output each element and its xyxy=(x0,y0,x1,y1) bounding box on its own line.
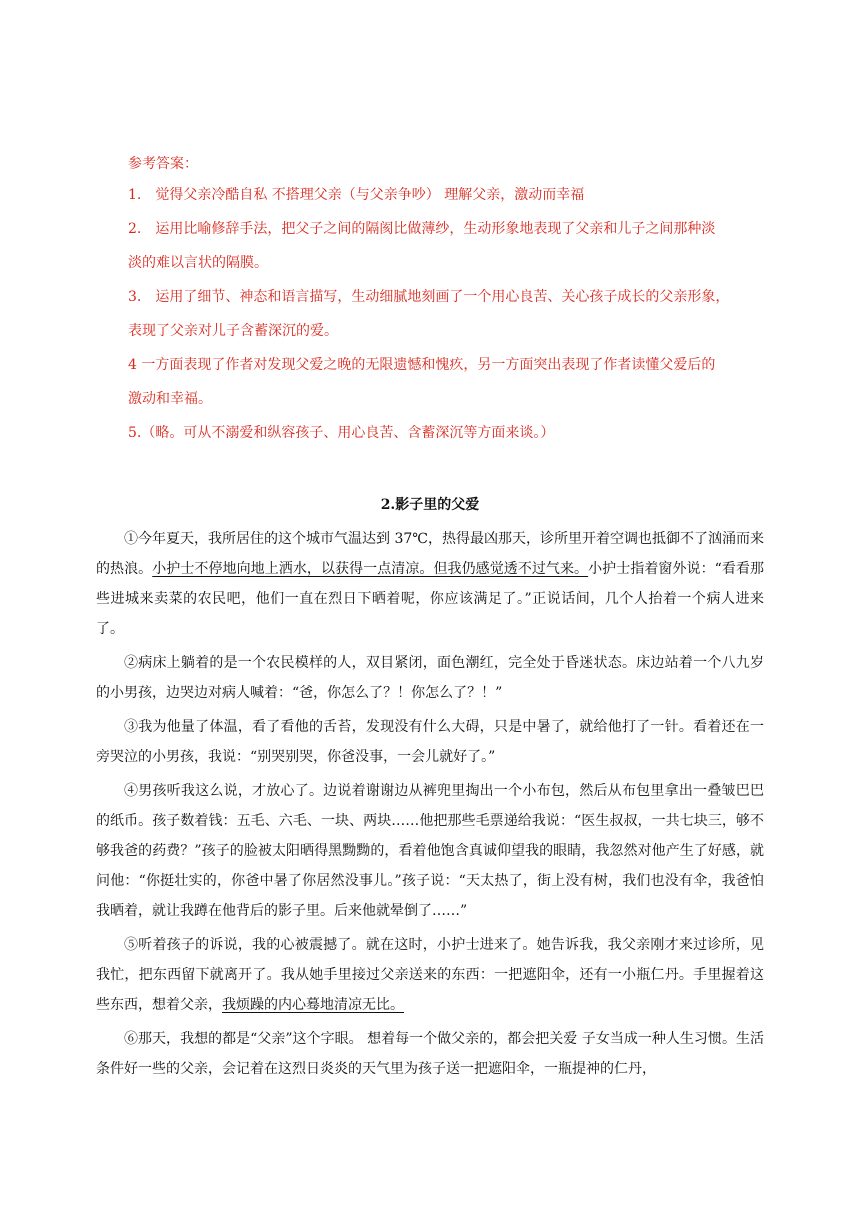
answer-item-4-continuation: 激动和幸福。 xyxy=(128,391,212,407)
answer-item-5: 5.（略。可从不溺爱和纵容孩子、用心良苦、含蓄深沉等方面来谈。） xyxy=(128,425,555,441)
answer-item-2-continuation: 淡的难以言状的隔膜。 xyxy=(128,255,268,271)
answer-key-section xyxy=(128,150,768,450)
answer-item-3 xyxy=(128,280,768,314)
answer-text: 运用了细节、神态和语言描写，生动细腻地刻画了一个用心良苦、关心孩子成长的父亲形象， xyxy=(155,289,730,305)
underlined-sentence: 我烦躁的内心蓦地清凉无比。 xyxy=(222,997,404,1013)
answer-item-2 xyxy=(128,212,768,246)
answer-key-title: 参考答案： xyxy=(128,156,198,172)
article-paragraph-1 xyxy=(96,524,764,644)
reading-article xyxy=(96,492,764,1088)
article-paragraph-2: ②病床上躺着的是一个农民模样的人，双目紧闭，面色潮红，完全处于昏迷状态。床边站着一个八九岁的小男孩，边哭边对病人喊着：“爸，你怎么了？！你怎么了？！” xyxy=(96,655,764,701)
article-paragraph-6: ⑥那天，我想的都是“父亲”这个字眼。 想着每一个做父亲的，都会把关爱 子女当成一种人生习惯。生活条件好一些的父亲，会记着在这烈日炎炎的天气里为孩子送一把遮阳伞，一瓶提神的仁丹， xyxy=(96,1031,764,1077)
underlined-sentence: 小护士不停地向地上洒水，以获得一点清凉。但我仍感觉透不过气来。 xyxy=(152,561,589,577)
article-paragraph-3: ③我为他量了体温，看了看他的舌苔，发现没有什么大碍，只是中暑了，就给他打了一针。看着还在一旁哭泣的小男孩，我说：“别哭别哭，你爸没事，一会儿就好了。” xyxy=(96,719,764,765)
answer-number: 1. xyxy=(128,187,142,203)
answer-text: 觉得父亲冷酷自私 不搭理父亲（与父亲争吵） 理解父亲，激动而幸福 xyxy=(155,187,585,203)
paragraph-text: 小护士指着窗外说：“看看那些进城来卖菜的农民吧，他们一直在烈日下晒着呢，你应该满足了。”正说话间，几个人抬着一个病人进来了。 xyxy=(96,561,765,637)
paragraph-text: ①今年夏天，我所居住的这个城市气温达到 37℃，热得最凶那天，诊所里开着空调也抵御不了汹涌而来的热浪。 xyxy=(96,531,764,577)
answer-item-3-continuation: 表现了父亲对儿子含蓄深沉的爱。 xyxy=(128,323,338,339)
article-title: 2.影子里的父爱 xyxy=(380,497,480,513)
article-paragraph-5 xyxy=(96,930,764,1020)
answer-item-1 xyxy=(128,178,768,212)
answer-number: 2. xyxy=(128,221,142,237)
paragraph-text: ⑤听着孩子的诉说，我的心被震撼了。就在这时，小护士进来了。她告诉我，我父亲刚才来过诊所，见我忙，把东西留下就离开了。我从她手里接过父亲送来的东西：一把遮阳伞，还有一小瓶仁丹。手里握着这些东西，想着父亲， xyxy=(96,937,764,1013)
answer-item-4: 4 一方面表现了作者对发现父爱之晚的无限遗憾和愧疚，另一方面突出表现了作者读懂父爱后的 xyxy=(128,357,716,373)
answer-number: 3. xyxy=(128,289,142,305)
answer-text: 运用比喻修辞手法，把父子之间的隔阂比做薄纱，生动形象地表现了父亲和儿子之间那种淡 xyxy=(155,221,716,237)
article-paragraph-4: ④男孩听我这么说，才放心了。边说着谢谢边从裤兜里掏出一个小布包，然后从布包里拿出一叠皱巴巴的纸币。孩子数着钱：五毛、六毛、一块、两块……他把那些毛票递给我说：“医生叔叔，一共七块三，够不够我爸的药费？”孩子的脸被太阳晒得黑黝黝的，看着他饱含真诚仰望我的眼睛，我忽然对他产生了好感，就问他：“你挺壮实的，你爸中暑了你居然没事儿。”孩子说：“天太热了，街上没有树，我们也没有伞，我爸怕我晒着，就让我蹲在他背后的影子里。后来他就晕倒了……” xyxy=(96,783,764,919)
